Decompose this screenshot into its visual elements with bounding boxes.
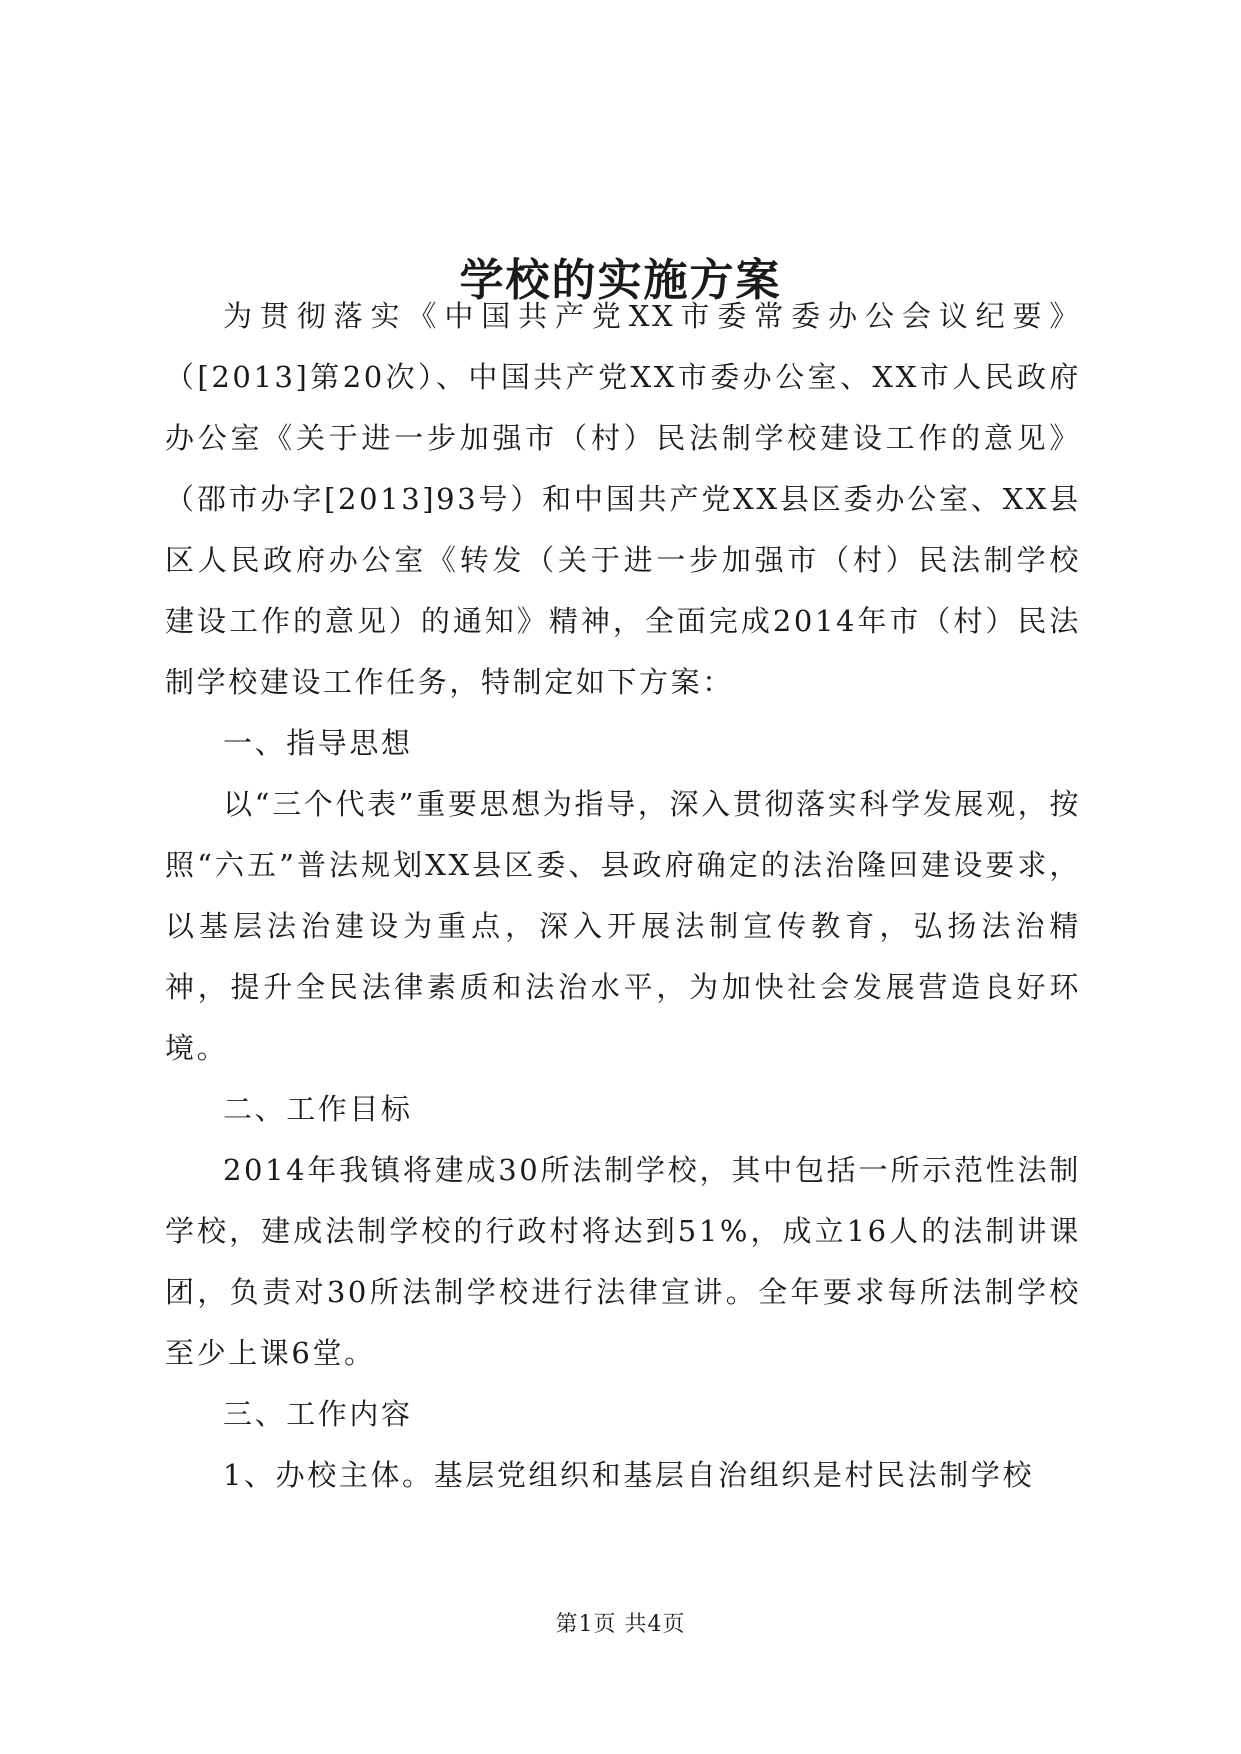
section-heading-work-content: 三、工作内容: [223, 1397, 413, 1431]
page-title: 学校的实施方案: [459, 255, 782, 307]
work-goals-paragraph: 2014年我镇将建成30所法制学校，其中包括一所示范性法制学校，建成法制学校的行政村将达到51%，成立16人的法制讲课团，负责对30所法制学校进行法律宣讲。全年要求每所法制学校至少上课6堂。: [165, 1153, 1081, 1370]
work-content-item-1: 1、办校主体。基层党组织和基层自治组织是村民法制学校: [223, 1458, 1035, 1492]
guiding-ideology-paragraph: 以“三个代表”重要思想为指导，深入贯彻落实科学发展观，按照“六五”普法规划XX县区委、县政府确定的法治隆回建设要求，以基层法治建设为重点，深入开展法制宣传教育，弘扬法治精神，提升全民法律素质和法治水平，为加快社会发展营造良好环境。: [165, 787, 1081, 1065]
section-heading-work-goals: 二、工作目标: [223, 1092, 413, 1126]
section-heading-guiding-ideology: 一、指导思想: [223, 726, 413, 760]
page-footer: 第1页 共4页: [555, 1612, 686, 1637]
intro-paragraph: 为贯彻落实《中国共产党XX市委常委办公会议纪要》（[2013]第20次）、中国共产党XX市委办公室、XX市人民政府办公室《关于进一步加强市（村）民法制学校建设工作的意见》（邵市办字[2013]93号）和中国共产党XX县区委办公室、XX县区人民政府办公室《转发（关于进一步加强市（村）民法制学校建设工作的意见）的通知》精神，全面完成2014年市（村）民法制学校建设工作任务，特制定如下方案：: [165, 299, 1081, 699]
document-body: [165, 286, 1081, 1506]
